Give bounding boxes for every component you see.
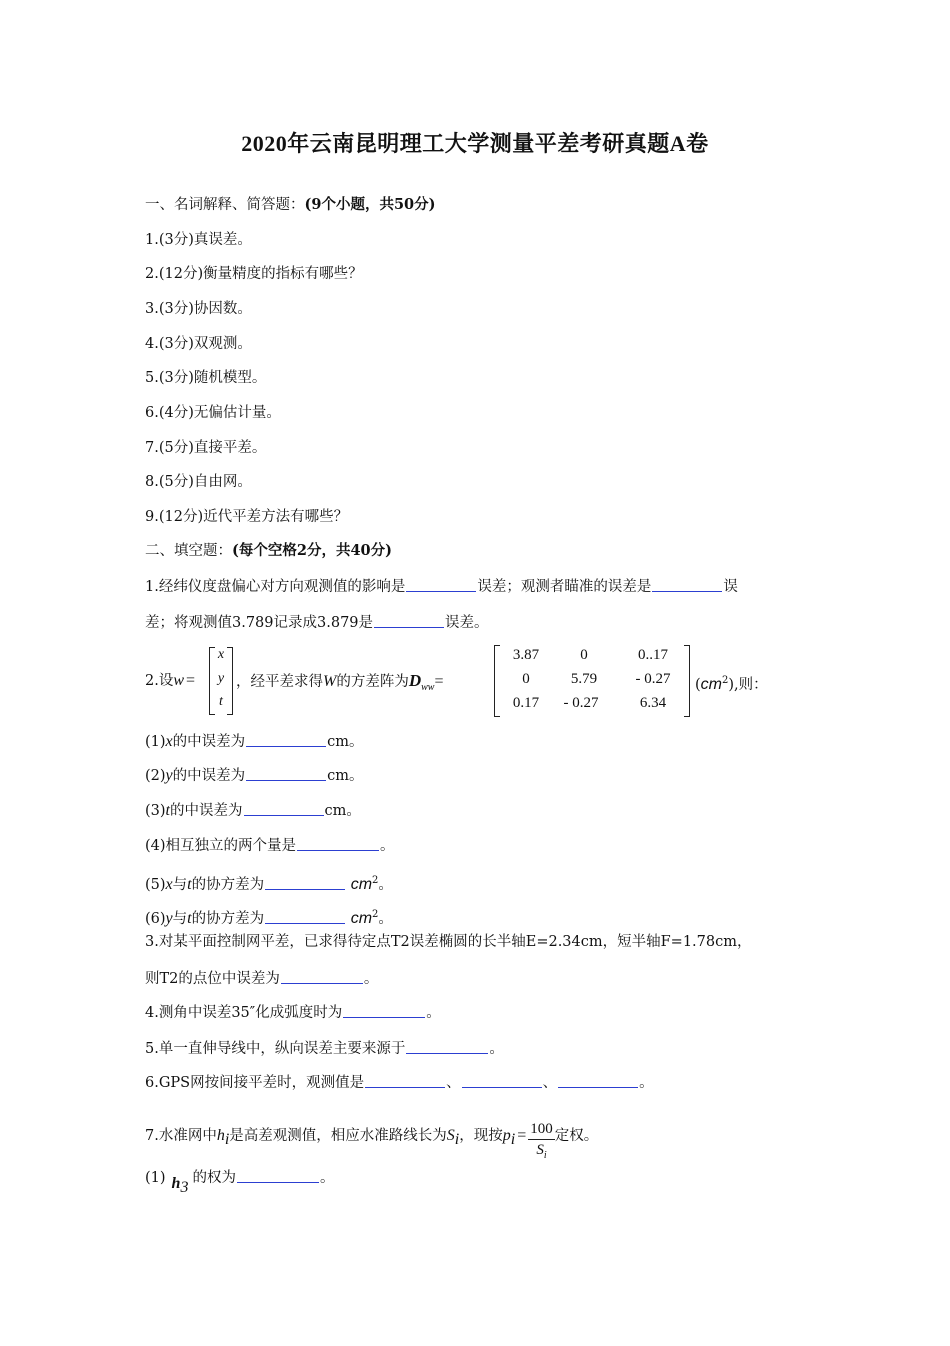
sub-text: 的协方差为	[191, 876, 265, 893]
sub-var: y	[165, 767, 173, 784]
answer-blank[interactable]	[406, 1039, 488, 1054]
section1-item: 1.(3分)真误差。	[145, 232, 252, 248]
section1-item: 6.(4分)无偏估计量。	[145, 405, 281, 421]
q5-line	[145, 1039, 504, 1059]
q7-line	[145, 1119, 598, 1166]
sub-var-subscript: 3	[180, 1179, 189, 1196]
q6-text: 6.GPS网按间接平差时，观测值是	[145, 1075, 365, 1091]
vector-entry: x	[217, 647, 225, 662]
q2-mid-text: ，经平差求得	[236, 674, 323, 690]
vector-entry: t	[219, 694, 223, 709]
q5-text: 5.单一直伸导线中，纵向误差主要来源于	[145, 1041, 406, 1057]
sub-var: t	[187, 909, 192, 927]
answer-blank[interactable]	[462, 1073, 542, 1088]
sub-text: 的中误差为	[172, 768, 246, 784]
sub-text: 的协方差为	[191, 910, 265, 927]
q7-p-symbol: p	[502, 1127, 511, 1144]
matrix-cell: 0	[522, 671, 530, 687]
sub-tail: 。	[378, 876, 393, 893]
q2-D-subscript: ww	[421, 681, 435, 693]
q2-sub2	[145, 766, 364, 786]
sub-unit-exp: 2	[372, 909, 379, 920]
q1-text-d: 差；将观测值3.789记录成3.879是	[145, 615, 374, 631]
q3-line1: 3.对某平面控制网平差，已求得待定点T2误差椭圆的长半轴E=2.34cm，短半轴F=1.78cm，	[145, 934, 752, 950]
q3-line2	[145, 969, 378, 989]
sub-text: 的权为	[192, 1170, 236, 1186]
sub-var: t	[165, 802, 170, 819]
answer-blank[interactable]	[297, 836, 379, 851]
answer-blank[interactable]	[652, 577, 722, 592]
sub-label: (2)	[145, 768, 166, 784]
q4-line	[145, 1003, 441, 1023]
section1-item: 5.(3分)随机模型。	[145, 370, 267, 386]
answer-blank[interactable]	[265, 875, 345, 890]
q2-D-symbol: D	[408, 671, 422, 690]
q1-text-c: 误	[723, 579, 738, 595]
answer-blank[interactable]	[265, 909, 345, 924]
sub-tail: 。	[319, 1170, 335, 1186]
bracket-right	[684, 645, 690, 717]
answer-blank[interactable]	[237, 1168, 319, 1183]
q7-S-symbol: S	[446, 1127, 455, 1144]
q7-equals: =	[517, 1127, 527, 1144]
section1-item: 7.(5分)直接平差。	[145, 440, 267, 456]
matrix-cell: - 0.27	[635, 671, 671, 687]
q2-unit-cm: cm	[700, 675, 722, 693]
sub-and: 与	[172, 876, 188, 893]
q5-tail: 。	[489, 1041, 504, 1057]
sub-label: (3)	[145, 803, 166, 819]
q3-tail: 。	[363, 971, 379, 987]
sub-tail: 。	[380, 838, 395, 854]
q3-text: 则T2的点位中误差为	[145, 971, 280, 987]
q2-equals: =	[186, 672, 196, 689]
matrix-cell: - 0.27	[563, 695, 599, 711]
q1-text-a: 1.经纬仪度盘偏心对方向观测值的影响是	[145, 579, 406, 595]
matrix-cell: 5.79	[570, 671, 598, 687]
fraction-denominator	[528, 1140, 555, 1166]
vector-w	[209, 647, 233, 715]
fraction-den-symbol: S	[536, 1142, 544, 1158]
q7-fraction	[528, 1119, 555, 1166]
sub-tail: cm。	[327, 768, 364, 784]
q2-mid2-text: 的方差阵为	[336, 674, 409, 690]
section1-item: 4.(3分)双观测。	[145, 336, 252, 352]
vector-entry: y	[217, 671, 225, 686]
sub-var: x	[165, 733, 173, 750]
sub-text: 的中误差为	[172, 734, 246, 750]
q1-text-b: 误差；观测者瞄准的误差是	[477, 579, 652, 595]
q7-text-b: 是高差观测值，相应水准路线长为	[229, 1128, 447, 1144]
section1-item: 2.(12分)衡量精度的指标有哪些？	[145, 266, 363, 282]
sub-label: (1)	[145, 1170, 166, 1186]
section1-heading-text: 一、名词解释、简答题：	[145, 197, 305, 213]
answer-blank[interactable]	[244, 801, 324, 816]
q1-text-e: 误差。	[445, 615, 489, 631]
q6-line	[145, 1073, 654, 1093]
q2-sub4	[145, 836, 395, 856]
matrix-cell: 0	[580, 647, 588, 663]
matrix-cell: 0.17	[512, 695, 540, 711]
section1-heading-note: (9个小题，共50分)	[304, 196, 436, 213]
matrix-cell: 6.34	[639, 695, 667, 711]
q6-sep: 、	[542, 1075, 558, 1091]
answer-blank[interactable]	[406, 577, 476, 592]
sub-unit: cm	[350, 909, 373, 927]
answer-blank[interactable]	[246, 732, 326, 747]
sub-tail: cm。	[324, 803, 361, 819]
q6-tail: 。	[639, 1075, 654, 1091]
matrix-Dww	[494, 645, 690, 717]
sub-label: (1)	[145, 734, 166, 750]
q2-lead	[145, 671, 197, 691]
q1-line1	[145, 577, 738, 597]
q7-text-d: 定权。	[554, 1128, 599, 1144]
section1-heading	[145, 195, 436, 215]
q7-p-subscript: i	[510, 1130, 516, 1148]
q7-h-symbol: h	[216, 1127, 225, 1144]
q7-sub1	[145, 1168, 334, 1198]
section1-item: 3.(3分)协因数。	[145, 301, 252, 317]
section2-heading-note: (每个空格2分，共40分)	[232, 542, 392, 559]
q2-sub1	[145, 732, 364, 752]
answer-blank[interactable]	[246, 766, 326, 781]
q4-tail: 。	[426, 1005, 441, 1021]
q2-W-symbol: W	[323, 673, 337, 690]
q6-sep: 、	[446, 1075, 461, 1091]
answer-blank[interactable]	[374, 613, 444, 628]
q2-mid	[236, 671, 443, 698]
sub-var: h	[171, 1175, 181, 1192]
q4-text: 4.测角中误差35″化成弧度时为	[145, 1005, 343, 1021]
page-title: 2020年云南昆明理工大学测量平差考研真题A卷	[241, 131, 709, 156]
q7-h-subscript: i	[224, 1130, 230, 1148]
sub-var: x	[165, 875, 173, 893]
sub-text: 的中误差为	[170, 803, 243, 819]
q2-sub6	[145, 905, 393, 929]
sub-tail: 。	[378, 910, 393, 927]
answer-blank[interactable]	[281, 969, 363, 984]
section2-heading-text: 二、填空题：	[145, 543, 232, 559]
q2-w-symbol: w	[173, 672, 185, 689]
q2-unit-open: (	[695, 676, 701, 693]
q7-text-c: ，现按	[459, 1128, 503, 1144]
q2-lead-text: 2.设	[145, 673, 174, 689]
q2-equals2: =	[434, 673, 444, 690]
q2-unit-close: ),则：	[728, 676, 768, 693]
answer-blank[interactable]	[365, 1073, 445, 1088]
matrix-cell: 0..17	[638, 647, 668, 663]
section2-heading	[145, 541, 392, 561]
sub-tail: cm。	[327, 734, 364, 750]
section1-item: 9.(12分)近代平差方法有哪些？	[145, 509, 349, 525]
q2-unit	[695, 671, 768, 695]
sub-unit: cm	[350, 875, 373, 893]
fraction-den-subscript: i	[543, 1150, 547, 1161]
answer-blank[interactable]	[558, 1073, 638, 1088]
sub-text: (4)相互独立的两个量是	[145, 838, 297, 854]
section1-item: 8.(5分)自由网。	[145, 474, 252, 490]
sub-and: 与	[172, 910, 188, 927]
q1-line2	[145, 613, 489, 633]
q2-unit-exp: 2	[722, 675, 729, 686]
fraction-numerator: 100	[528, 1119, 555, 1140]
q2-sub3	[145, 801, 361, 821]
sub-label: (6)	[145, 910, 166, 927]
q2-sub5	[145, 871, 393, 895]
q7-text-a: 7.水准网中	[145, 1128, 217, 1144]
answer-blank[interactable]	[343, 1003, 425, 1018]
sub-unit-exp: 2	[372, 875, 379, 886]
sub-var: y	[165, 909, 173, 927]
sub-var: t	[187, 875, 192, 893]
q7-S-subscript: i	[454, 1130, 460, 1148]
sub-label: (5)	[145, 876, 166, 893]
matrix-cell: 3.87	[512, 647, 540, 663]
